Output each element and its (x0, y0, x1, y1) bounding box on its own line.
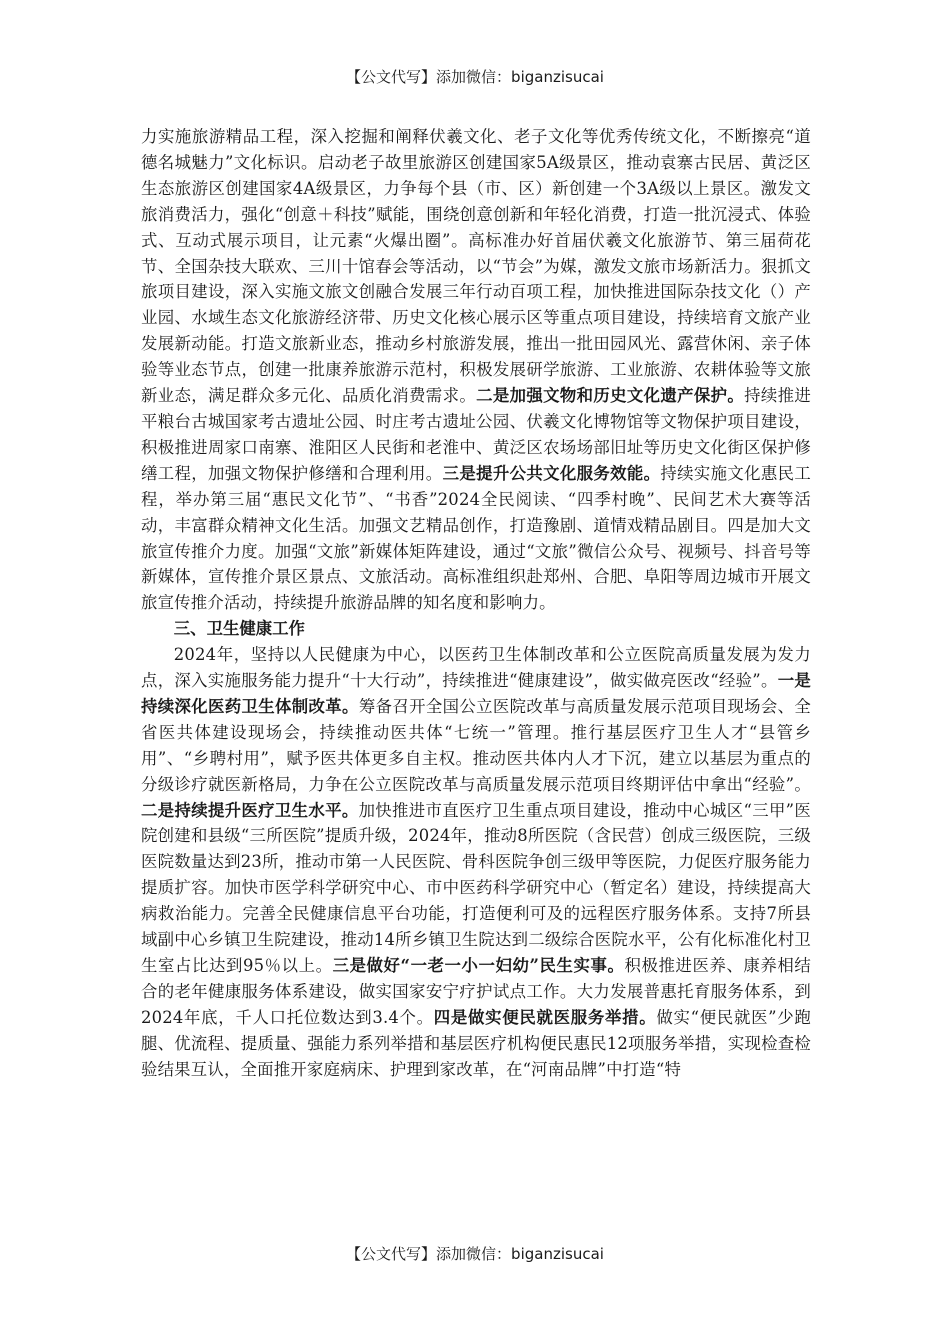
text-run: 2024年，坚持以人民健康为中心，以医药卫生体制改革和公立医院高质量发展为发力点，深入实施服务能力提升“十大行动”，持续推进“健康建设”，做实做亮医改“经验”。 (141, 645, 811, 691)
text-run: 加快推进市直医疗卫生重点项目建设，推动中心城区“三甲”医院创建和县级“三所医院”提质升级，2024年，推动8所医院（含民营）创成三级医院，三级医院数量达到23所，推动市第一人民医院、骨科医院争创三级甲等医院，力促医疗服务能力提质扩容。加快市医学科学研究中心、市中医药科学研究中心（暂定名）建设，持续提高大病救治能力。完善全民健康信息平台功能，打造便利可及的远程医疗服务体系。支持7所县域副中心乡镇卫生院建设，推动14所乡镇卫生院达到二级综合医院水平，公有化标准化村卫生室占比达到95％以上。 (141, 800, 811, 975)
text-run: 持续实施文化惠民工程，举办第三届“惠民文化节”、“书香”2024全民阅读、“四季村晚”、民间艺术大赛等活动，丰富群众精神文化生活。加强文艺精品创作，打造豫剧、道情戏精品剧目。四是加大文旅宣传推介力度。加强“文旅”新媒体矩阵建设，通过“文旅”微信公众号、视频号、抖音号等新媒体，宣传推介景区景点、文旅活动。高标准组织赴郑州、合肥、阜阳等周边城市开展文旅宣传推介活动，持续提升旅游品牌的知名度和影响力。 (141, 463, 811, 613)
section-heading-health: 三、卫生健康工作 (173, 619, 305, 639)
bold-run: 三是提升公共文化服务效能。 (442, 463, 661, 483)
bold-run: 一是持续深化医药卫生体制改革。 (141, 671, 811, 716)
bold-run: 三是做好“一老一小一妇幼”民生实事。 (332, 956, 625, 975)
bold-run: 四是做实便民就医服务举措。 (433, 1007, 657, 1027)
text-run: 筹备召开全国公立医院改革与高质量发展示范项目现场会、全省医共体建设现场会，持续推动医共体“七统一”管理。推行基层医疗卫生人才“县管乡用”、“乡聘村用”，赋予医共体更多自主权。推动医共体内人才下沉，建立以基层为重点的分级诊疗就医新格局，力争在公立医院改革与高质量发展示范项目终期评估中拿出“经验”。 (141, 696, 811, 794)
culture-tourism-paragraph (141, 124, 811, 616)
health-paragraph (141, 642, 811, 1082)
text-run: 做实“便民就医”少跑腿、优流程、提质量、强能力系列举措和基层医疗机构便民惠民12项服务举措，实现检查检验结果互认，全面推开家庭病床、护理到家改革，在“河南品牌”中打造“特 (141, 1007, 812, 1079)
text-run: 力实施旅游精品工程，深入挖掘和阐释伏羲文化、老子文化等优秀传统文化，不断擦亮“道德名城魅力”文化标识。启动老子故里旅游区创建国家5A级景区，推动袁寨古民居、黄泛区生态旅游区创建国家4A级景区，力争每个县（市、区）新创建一个3A级以上景区。激发文旅消费活力，强化“创意＋科技”赋能，围绕创意创新和年轻化消费，打造一批沉浸式、体验式、互动式展示项目，让元素“火爆出圈”。高标准办好首届伏羲文化旅游节、第三届荷花节、全国杂技大联欢、三川十馆春会等活动，以“节会”为媒，激发文旅市场新活力。狠抓文旅项目建设，深入实施文旅文创融合发展三年行动百项工程，加快推进国际杂技文化（）产业园、水域生态文化旅游经济带、历史文化核心展示区等重点项目建设，持续培育文旅产业发展新动能。打造文旅新业态，推动乡村旅游发展，推出一批田园风光、露营休闲、亲子体验等业态节点，创建一批康养旅游示范村，积极发展研学旅游、工业旅游、农耕体验等文旅新业态，满足群众多元化、品质化消费需求。 (141, 127, 811, 406)
bold-run: 二是加强文物和历史文化遗产保护。 (476, 386, 745, 406)
page-footer: 【公文代写】添加微信：biganzisucai (346, 1245, 604, 1263)
document-body (141, 124, 811, 1083)
text-run: 积极推进医养、康养相结合的老年健康服务体系建设，做实国家安宁疗护试点工作。大力发展普惠托育服务体系，到2024年底，千人口托位数达到3.4个。 (141, 956, 811, 1027)
bold-run: 二是持续提升医疗卫生水平。 (141, 800, 359, 820)
page-header: 【公文代写】添加微信：biganzisucai (346, 68, 604, 86)
text-run: 持续推进平粮台古城国家考古遗址公园、时庄考古遗址公园、伏羲文化博物馆等文物保护项目建设，积极推进周家口南寨、淮阳区人民街和老淮中、黄泛区农场场部旧址等历史文化街区保护修缮工程，加强文物保护修缮和合理利用。 (141, 386, 811, 483)
